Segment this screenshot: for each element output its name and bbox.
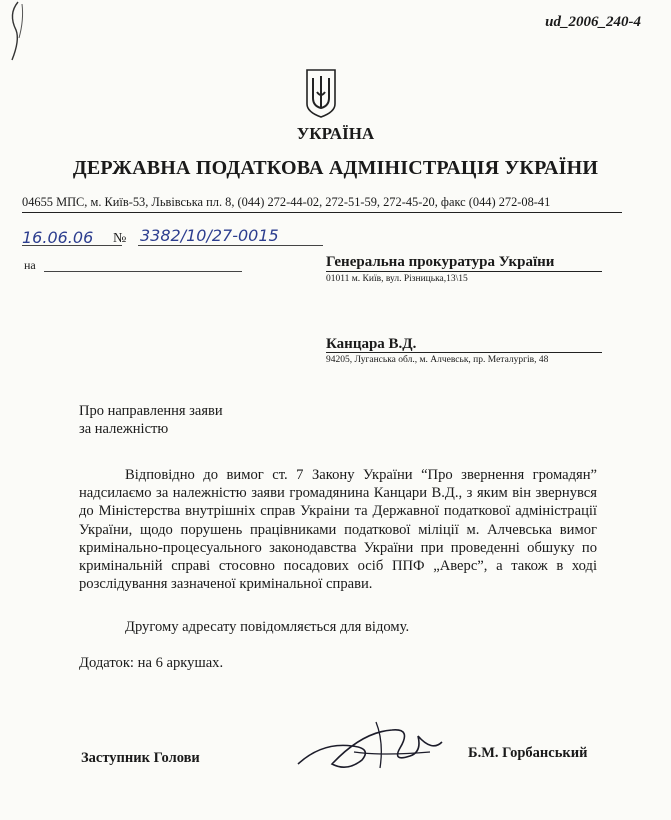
agency-heading: ДЕРЖАВНА ПОДАТКОВА АДМІНІСТРАЦІЯ УКРАЇНИ: [72, 157, 599, 179]
subject-line-1: Про направлення заяви: [79, 403, 223, 419]
reference-underline: [44, 271, 242, 272]
registration-date: 16.06.06: [22, 228, 94, 247]
number-label: №: [113, 231, 127, 246]
agency-address: 04655 МПС, м. Київ-53, Львівська пл. 8, (044) 272-44-02, 272-51-59, 272-45-20, факс (044) 272-08-41: [22, 195, 551, 209]
coat-of-arms-icon: [304, 68, 338, 118]
recipient-1-address: 01011 м. Київ, вул. Різницька,13\15: [326, 274, 468, 284]
paper-clip-mark: [4, 0, 34, 70]
attachment-note: Додаток: на 6 аркушах.: [79, 655, 224, 671]
signatory-name: Б.М. Горбанський: [468, 745, 588, 761]
registration-number: 3382/10/27-0015: [140, 226, 279, 245]
subject: [79, 402, 223, 438]
document-id: ud_2006_240-4: [545, 14, 641, 30]
body-paragraph-1: Відповідно до вимог ст. 7 Закону України “Про звернення громадян” надсилаємо за належністю заяви громадянина Канцари В.Д., з яким він звернувся до Міністерства внутрішніх справ Украіни та Державної податкової адміністрації України, щодо порушень працівниками податкової міліції м. Алчевська вимог кримінально-процесуального законодавства України при проведенні обшуку по кримінальній справі стосовно посадових осіб ППФ „Аверс”, а також в ході розслідування зазначеної кримінальної справи.: [79, 467, 597, 593]
subject-line-2: за належністю: [79, 421, 169, 437]
signatory-title: Заступник Голови: [81, 750, 200, 766]
header-divider: [22, 212, 622, 213]
body-paragraph-2: Другому адресату повідомляється для відому.: [125, 619, 410, 635]
reference-label: на: [24, 258, 36, 272]
number-underline: [138, 245, 323, 246]
recipient-1-underline: [326, 271, 602, 272]
handwritten-signature: [292, 712, 452, 782]
date-underline: [22, 245, 122, 246]
recipient-2-name: Канцара В.Д.: [326, 336, 417, 352]
recipient-1-name: Генеральна прокуратура України: [326, 254, 555, 270]
recipient-2-address: 94205, Луганська обл., м. Алчевськ, пр. Металургів, 48: [326, 355, 549, 365]
country-heading: УКРАЇНА: [296, 124, 375, 143]
recipient-2-underline: [326, 352, 602, 353]
